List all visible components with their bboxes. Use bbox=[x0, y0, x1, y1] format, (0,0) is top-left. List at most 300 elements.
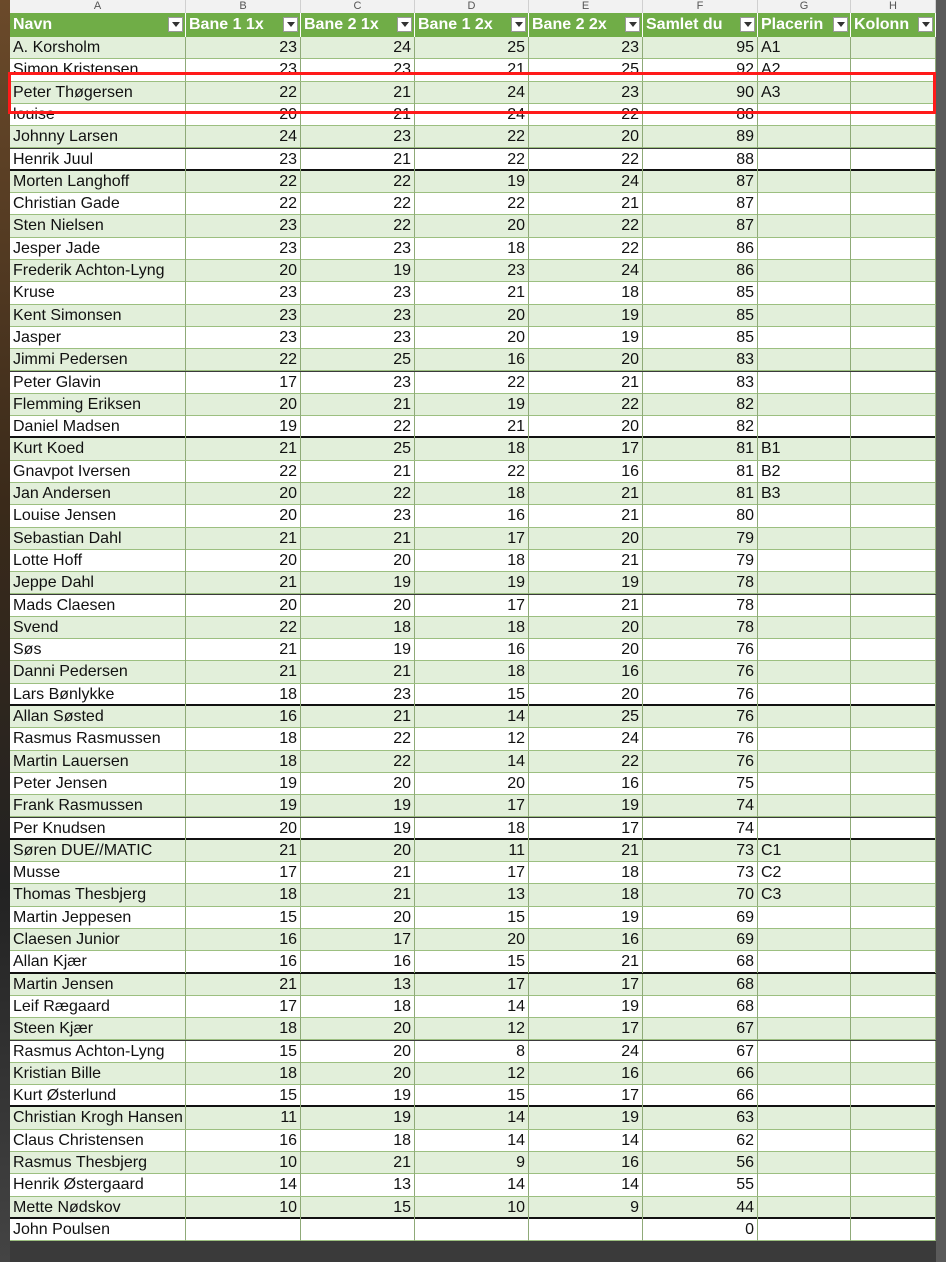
score-cell[interactable]: 22 bbox=[415, 126, 529, 148]
score-cell[interactable]: 17 bbox=[415, 528, 529, 550]
score-cell[interactable]: 14 bbox=[415, 996, 529, 1018]
score-cell[interactable]: 21 bbox=[301, 661, 415, 683]
score-cell[interactable] bbox=[851, 394, 936, 416]
score-cell[interactable]: 21 bbox=[415, 282, 529, 304]
score-cell[interactable] bbox=[851, 349, 936, 371]
score-cell[interactable]: 24 bbox=[529, 260, 643, 282]
score-cell[interactable]: 23 bbox=[186, 305, 301, 327]
name-cell[interactable]: Morten Langhoff bbox=[10, 171, 186, 193]
placement-cell[interactable] bbox=[758, 795, 851, 817]
score-cell[interactable]: 21 bbox=[186, 661, 301, 683]
score-cell[interactable]: 23 bbox=[186, 327, 301, 349]
score-cell[interactable] bbox=[851, 795, 936, 817]
score-cell[interactable] bbox=[851, 773, 936, 795]
score-cell[interactable]: 16 bbox=[415, 349, 529, 371]
score-cell[interactable]: 18 bbox=[301, 617, 415, 639]
score-cell[interactable] bbox=[851, 149, 936, 171]
column-letter-b[interactable]: B bbox=[186, 0, 301, 13]
score-cell[interactable]: 21 bbox=[301, 884, 415, 906]
score-cell[interactable]: 22 bbox=[529, 394, 643, 416]
score-cell[interactable]: 20 bbox=[529, 528, 643, 550]
score-cell[interactable] bbox=[851, 929, 936, 951]
score-cell[interactable]: 17 bbox=[301, 929, 415, 951]
score-cell[interactable]: 83 bbox=[643, 372, 758, 394]
score-cell[interactable] bbox=[851, 327, 936, 349]
placement-cell[interactable] bbox=[758, 327, 851, 349]
score-cell[interactable] bbox=[851, 1152, 936, 1174]
score-cell[interactable]: 15 bbox=[186, 907, 301, 929]
score-cell[interactable]: 78 bbox=[643, 572, 758, 594]
placement-cell[interactable]: C2 bbox=[758, 862, 851, 884]
column-letter-d[interactable]: D bbox=[415, 0, 529, 13]
score-cell[interactable] bbox=[851, 372, 936, 394]
placement-cell[interactable] bbox=[758, 394, 851, 416]
score-cell[interactable]: 23 bbox=[301, 372, 415, 394]
score-cell[interactable]: 18 bbox=[301, 996, 415, 1018]
score-cell[interactable]: 25 bbox=[301, 438, 415, 460]
score-cell[interactable] bbox=[851, 438, 936, 460]
score-cell[interactable]: 19 bbox=[301, 639, 415, 661]
score-cell[interactable]: 18 bbox=[186, 751, 301, 773]
score-cell[interactable]: 24 bbox=[186, 126, 301, 148]
score-cell[interactable]: 18 bbox=[529, 282, 643, 304]
placement-cell[interactable] bbox=[758, 1152, 851, 1174]
score-cell[interactable]: 20 bbox=[301, 595, 415, 617]
score-cell[interactable] bbox=[851, 416, 936, 438]
score-cell[interactable]: 79 bbox=[643, 528, 758, 550]
score-cell[interactable]: 19 bbox=[301, 795, 415, 817]
score-cell[interactable]: 80 bbox=[643, 505, 758, 527]
placement-cell[interactable] bbox=[758, 1041, 851, 1063]
score-cell[interactable]: 25 bbox=[415, 37, 529, 59]
score-cell[interactable]: 23 bbox=[186, 215, 301, 237]
name-cell[interactable]: Jasper bbox=[10, 327, 186, 349]
score-cell[interactable]: 22 bbox=[186, 82, 301, 104]
score-cell[interactable] bbox=[851, 505, 936, 527]
score-cell[interactable] bbox=[851, 282, 936, 304]
name-cell[interactable]: Rasmus Achton-Lyng bbox=[10, 1041, 186, 1063]
name-cell[interactable]: Gnavpot Iversen bbox=[10, 461, 186, 483]
score-cell[interactable] bbox=[851, 728, 936, 750]
score-cell[interactable] bbox=[851, 595, 936, 617]
score-cell[interactable] bbox=[851, 1174, 936, 1196]
score-cell[interactable]: 17 bbox=[529, 1085, 643, 1107]
score-cell[interactable]: 11 bbox=[415, 840, 529, 862]
placement-cell[interactable] bbox=[758, 416, 851, 438]
score-cell[interactable] bbox=[851, 1107, 936, 1129]
name-cell[interactable]: Henrik Juul bbox=[10, 149, 186, 171]
score-cell[interactable]: 20 bbox=[415, 215, 529, 237]
header-cell[interactable] bbox=[10, 13, 186, 37]
score-cell[interactable]: 76 bbox=[643, 684, 758, 706]
score-cell[interactable]: 20 bbox=[186, 483, 301, 505]
score-cell[interactable]: 22 bbox=[301, 751, 415, 773]
score-cell[interactable]: 24 bbox=[529, 171, 643, 193]
score-cell[interactable]: 21 bbox=[529, 372, 643, 394]
name-cell[interactable]: Søren DUE//MATIC bbox=[10, 840, 186, 862]
score-cell[interactable]: 16 bbox=[529, 661, 643, 683]
score-cell[interactable] bbox=[851, 862, 936, 884]
score-cell[interactable]: 20 bbox=[529, 684, 643, 706]
score-cell[interactable]: 18 bbox=[186, 684, 301, 706]
score-cell[interactable]: 87 bbox=[643, 171, 758, 193]
score-cell[interactable] bbox=[851, 974, 936, 996]
score-cell[interactable]: 89 bbox=[643, 126, 758, 148]
header-cell[interactable] bbox=[643, 13, 758, 37]
placement-cell[interactable] bbox=[758, 1130, 851, 1152]
score-cell[interactable] bbox=[851, 1130, 936, 1152]
score-cell[interactable]: 19 bbox=[415, 572, 529, 594]
name-cell[interactable]: Danni Pedersen bbox=[10, 661, 186, 683]
placement-cell[interactable] bbox=[758, 996, 851, 1018]
placement-cell[interactable] bbox=[758, 1197, 851, 1219]
placement-cell[interactable] bbox=[758, 907, 851, 929]
score-cell[interactable]: 22 bbox=[415, 461, 529, 483]
score-cell[interactable]: 22 bbox=[186, 617, 301, 639]
filter-dropdown-icon[interactable] bbox=[833, 17, 848, 32]
score-cell[interactable]: 87 bbox=[643, 215, 758, 237]
score-cell[interactable] bbox=[851, 684, 936, 706]
score-cell[interactable]: 21 bbox=[186, 572, 301, 594]
score-cell[interactable] bbox=[851, 661, 936, 683]
score-cell[interactable]: 21 bbox=[186, 528, 301, 550]
score-cell[interactable]: 12 bbox=[415, 1063, 529, 1085]
score-cell[interactable]: 18 bbox=[529, 884, 643, 906]
score-cell[interactable] bbox=[851, 483, 936, 505]
placement-cell[interactable] bbox=[758, 193, 851, 215]
name-cell[interactable]: Kent Simonsen bbox=[10, 305, 186, 327]
score-cell[interactable] bbox=[415, 1219, 529, 1241]
placement-cell[interactable] bbox=[758, 572, 851, 594]
header-cell[interactable] bbox=[851, 13, 936, 37]
score-cell[interactable]: 70 bbox=[643, 884, 758, 906]
name-cell[interactable]: Kurt Østerlund bbox=[10, 1085, 186, 1107]
score-cell[interactable]: 22 bbox=[186, 171, 301, 193]
score-cell[interactable]: 16 bbox=[415, 505, 529, 527]
score-cell[interactable]: 20 bbox=[186, 260, 301, 282]
placement-cell[interactable] bbox=[758, 773, 851, 795]
score-cell[interactable]: 21 bbox=[301, 706, 415, 728]
score-cell[interactable]: 22 bbox=[186, 349, 301, 371]
score-cell[interactable]: 16 bbox=[186, 1130, 301, 1152]
score-cell[interactable] bbox=[851, 193, 936, 215]
score-cell[interactable]: 16 bbox=[529, 461, 643, 483]
placement-cell[interactable] bbox=[758, 305, 851, 327]
score-cell[interactable]: 20 bbox=[529, 349, 643, 371]
score-cell[interactable] bbox=[851, 126, 936, 148]
score-cell[interactable]: 14 bbox=[529, 1130, 643, 1152]
placement-cell[interactable] bbox=[758, 215, 851, 237]
score-cell[interactable]: 18 bbox=[415, 818, 529, 840]
placement-cell[interactable] bbox=[758, 751, 851, 773]
placement-cell[interactable] bbox=[758, 951, 851, 973]
score-cell[interactable]: 66 bbox=[643, 1063, 758, 1085]
name-cell[interactable]: Frank Rasmussen bbox=[10, 795, 186, 817]
name-cell[interactable]: Rasmus Rasmussen bbox=[10, 728, 186, 750]
score-cell[interactable]: 14 bbox=[529, 1174, 643, 1196]
score-cell[interactable]: 20 bbox=[529, 416, 643, 438]
score-cell[interactable]: 21 bbox=[301, 461, 415, 483]
score-cell[interactable]: 19 bbox=[529, 305, 643, 327]
header-cell[interactable] bbox=[186, 13, 301, 37]
score-cell[interactable]: 68 bbox=[643, 951, 758, 973]
placement-cell[interactable] bbox=[758, 639, 851, 661]
placement-cell[interactable] bbox=[758, 1107, 851, 1129]
score-cell[interactable]: 55 bbox=[643, 1174, 758, 1196]
score-cell[interactable]: 63 bbox=[643, 1107, 758, 1129]
score-cell[interactable]: 16 bbox=[186, 706, 301, 728]
score-cell[interactable]: 20 bbox=[301, 840, 415, 862]
score-cell[interactable] bbox=[851, 1197, 936, 1219]
name-cell[interactable]: Kruse bbox=[10, 282, 186, 304]
score-cell[interactable]: 78 bbox=[643, 595, 758, 617]
score-cell[interactable]: 17 bbox=[529, 1018, 643, 1040]
score-cell[interactable]: 21 bbox=[529, 951, 643, 973]
score-cell[interactable]: 21 bbox=[301, 149, 415, 171]
name-cell[interactable]: Per Knudsen bbox=[10, 818, 186, 840]
name-cell[interactable]: John Poulsen bbox=[10, 1219, 186, 1241]
placement-cell[interactable] bbox=[758, 550, 851, 572]
score-cell[interactable]: 22 bbox=[186, 461, 301, 483]
name-cell[interactable]: Simon Kristensen bbox=[10, 59, 186, 81]
score-cell[interactable]: 19 bbox=[529, 907, 643, 929]
score-cell[interactable]: 17 bbox=[415, 595, 529, 617]
score-cell[interactable]: 87 bbox=[643, 193, 758, 215]
score-cell[interactable] bbox=[851, 617, 936, 639]
score-cell[interactable]: 19 bbox=[186, 416, 301, 438]
score-cell[interactable]: 15 bbox=[186, 1085, 301, 1107]
score-cell[interactable]: 21 bbox=[186, 438, 301, 460]
score-cell[interactable]: 22 bbox=[301, 171, 415, 193]
score-cell[interactable]: 13 bbox=[415, 884, 529, 906]
placement-cell[interactable]: B1 bbox=[758, 438, 851, 460]
score-cell[interactable]: 21 bbox=[301, 1152, 415, 1174]
score-cell[interactable]: 82 bbox=[643, 394, 758, 416]
score-cell[interactable]: 22 bbox=[529, 751, 643, 773]
score-cell[interactable]: 22 bbox=[301, 483, 415, 505]
filter-dropdown-icon[interactable] bbox=[625, 17, 640, 32]
score-cell[interactable]: 17 bbox=[415, 974, 529, 996]
placement-cell[interactable] bbox=[758, 684, 851, 706]
score-cell[interactable]: 22 bbox=[529, 215, 643, 237]
score-cell[interactable]: 20 bbox=[186, 104, 301, 126]
score-cell[interactable] bbox=[851, 461, 936, 483]
score-cell[interactable]: 24 bbox=[529, 1041, 643, 1063]
name-cell[interactable]: Kurt Koed bbox=[10, 438, 186, 460]
column-letter-g[interactable]: G bbox=[758, 0, 851, 13]
name-cell[interactable]: Martin Lauersen bbox=[10, 751, 186, 773]
score-cell[interactable]: 23 bbox=[415, 260, 529, 282]
placement-cell[interactable]: C1 bbox=[758, 840, 851, 862]
score-cell[interactable]: 22 bbox=[529, 149, 643, 171]
placement-cell[interactable] bbox=[758, 595, 851, 617]
score-cell[interactable] bbox=[851, 1085, 936, 1107]
score-cell[interactable]: 15 bbox=[415, 907, 529, 929]
score-cell[interactable]: 15 bbox=[186, 1041, 301, 1063]
score-cell[interactable]: 20 bbox=[415, 929, 529, 951]
score-cell[interactable]: 20 bbox=[301, 550, 415, 572]
score-cell[interactable]: 75 bbox=[643, 773, 758, 795]
placement-cell[interactable] bbox=[758, 661, 851, 683]
score-cell[interactable]: 20 bbox=[186, 818, 301, 840]
score-cell[interactable]: 21 bbox=[529, 595, 643, 617]
placement-cell[interactable] bbox=[758, 1174, 851, 1196]
header-cell[interactable] bbox=[301, 13, 415, 37]
score-cell[interactable]: 14 bbox=[415, 1107, 529, 1129]
score-cell[interactable]: 21 bbox=[529, 840, 643, 862]
score-cell[interactable]: 17 bbox=[186, 372, 301, 394]
score-cell[interactable]: 76 bbox=[643, 639, 758, 661]
score-cell[interactable]: 74 bbox=[643, 795, 758, 817]
header-cell[interactable] bbox=[415, 13, 529, 37]
placement-cell[interactable] bbox=[758, 104, 851, 126]
name-cell[interactable]: Martin Jeppesen bbox=[10, 907, 186, 929]
score-cell[interactable]: 18 bbox=[301, 1130, 415, 1152]
score-cell[interactable]: 21 bbox=[529, 550, 643, 572]
score-cell[interactable] bbox=[851, 171, 936, 193]
score-cell[interactable] bbox=[851, 951, 936, 973]
score-cell[interactable]: 14 bbox=[415, 751, 529, 773]
score-cell[interactable]: 25 bbox=[301, 349, 415, 371]
score-cell[interactable]: 21 bbox=[301, 528, 415, 550]
score-cell[interactable]: 74 bbox=[643, 818, 758, 840]
score-cell[interactable]: 76 bbox=[643, 728, 758, 750]
score-cell[interactable]: 25 bbox=[529, 59, 643, 81]
name-cell[interactable]: Leif Rægaard bbox=[10, 996, 186, 1018]
score-cell[interactable]: 23 bbox=[301, 327, 415, 349]
score-cell[interactable] bbox=[851, 104, 936, 126]
score-cell[interactable] bbox=[851, 305, 936, 327]
score-cell[interactable] bbox=[851, 818, 936, 840]
name-cell[interactable]: Jesper Jade bbox=[10, 238, 186, 260]
score-cell[interactable]: 19 bbox=[529, 795, 643, 817]
score-cell[interactable]: 69 bbox=[643, 929, 758, 951]
score-cell[interactable]: 19 bbox=[529, 1107, 643, 1129]
score-cell[interactable]: 19 bbox=[529, 996, 643, 1018]
placement-cell[interactable]: A2 bbox=[758, 59, 851, 81]
score-cell[interactable]: 12 bbox=[415, 728, 529, 750]
score-cell[interactable]: 88 bbox=[643, 149, 758, 171]
score-cell[interactable]: 19 bbox=[301, 260, 415, 282]
name-cell[interactable]: Martin Jensen bbox=[10, 974, 186, 996]
score-cell[interactable]: 14 bbox=[415, 1130, 529, 1152]
score-cell[interactable]: 20 bbox=[186, 394, 301, 416]
score-cell[interactable]: 15 bbox=[415, 951, 529, 973]
score-cell[interactable]: 15 bbox=[415, 1085, 529, 1107]
name-cell[interactable]: Jeppe Dahl bbox=[10, 572, 186, 594]
column-letter-h[interactable]: H bbox=[851, 0, 936, 13]
name-cell[interactable]: Claesen Junior bbox=[10, 929, 186, 951]
score-cell[interactable]: 24 bbox=[529, 728, 643, 750]
score-cell[interactable]: 92 bbox=[643, 59, 758, 81]
score-cell[interactable]: 23 bbox=[186, 37, 301, 59]
score-cell[interactable]: 18 bbox=[186, 1063, 301, 1085]
placement-cell[interactable] bbox=[758, 149, 851, 171]
score-cell[interactable]: 20 bbox=[301, 1041, 415, 1063]
placement-cell[interactable] bbox=[758, 282, 851, 304]
score-cell[interactable]: 23 bbox=[301, 282, 415, 304]
name-cell[interactable]: Musse bbox=[10, 862, 186, 884]
score-cell[interactable]: 20 bbox=[301, 1063, 415, 1085]
name-cell[interactable]: Lotte Hoff bbox=[10, 550, 186, 572]
name-cell[interactable]: Mette Nødskov bbox=[10, 1197, 186, 1219]
score-cell[interactable]: 22 bbox=[529, 238, 643, 260]
name-cell[interactable]: Rasmus Thesbjerg bbox=[10, 1152, 186, 1174]
score-cell[interactable]: 19 bbox=[301, 1085, 415, 1107]
score-cell[interactable]: 15 bbox=[415, 684, 529, 706]
score-cell[interactable]: 16 bbox=[529, 1152, 643, 1174]
score-cell[interactable] bbox=[851, 1041, 936, 1063]
score-cell[interactable]: 19 bbox=[186, 773, 301, 795]
name-cell[interactable]: A. Korsholm bbox=[10, 37, 186, 59]
name-cell[interactable]: Christian Gade bbox=[10, 193, 186, 215]
score-cell[interactable] bbox=[851, 82, 936, 104]
score-cell[interactable]: 24 bbox=[415, 82, 529, 104]
filter-dropdown-icon[interactable] bbox=[397, 17, 412, 32]
name-cell[interactable]: Allan Kjær bbox=[10, 951, 186, 973]
placement-cell[interactable] bbox=[758, 528, 851, 550]
placement-cell[interactable] bbox=[758, 728, 851, 750]
score-cell[interactable]: 17 bbox=[186, 862, 301, 884]
score-cell[interactable]: 10 bbox=[415, 1197, 529, 1219]
column-letter-f[interactable]: F bbox=[643, 0, 758, 13]
score-cell[interactable]: 95 bbox=[643, 37, 758, 59]
score-cell[interactable]: 23 bbox=[529, 82, 643, 104]
header-cell[interactable] bbox=[529, 13, 643, 37]
score-cell[interactable]: 22 bbox=[415, 193, 529, 215]
score-cell[interactable]: 16 bbox=[186, 929, 301, 951]
score-cell[interactable]: 18 bbox=[186, 728, 301, 750]
score-cell[interactable]: 44 bbox=[643, 1197, 758, 1219]
score-cell[interactable]: 76 bbox=[643, 706, 758, 728]
name-cell[interactable]: Frederik Achton-Lyng bbox=[10, 260, 186, 282]
filter-dropdown-icon[interactable] bbox=[918, 17, 933, 32]
name-cell[interactable]: Henrik Østergaard bbox=[10, 1174, 186, 1196]
score-cell[interactable]: 22 bbox=[186, 193, 301, 215]
score-cell[interactable]: 21 bbox=[415, 416, 529, 438]
filter-dropdown-icon[interactable] bbox=[283, 17, 298, 32]
filter-dropdown-icon[interactable] bbox=[511, 17, 526, 32]
score-cell[interactable]: 16 bbox=[529, 773, 643, 795]
filter-dropdown-icon[interactable] bbox=[740, 17, 755, 32]
score-cell[interactable]: 20 bbox=[186, 595, 301, 617]
score-cell[interactable] bbox=[851, 260, 936, 282]
score-cell[interactable] bbox=[851, 238, 936, 260]
score-cell[interactable]: 22 bbox=[301, 215, 415, 237]
score-cell[interactable]: 20 bbox=[415, 773, 529, 795]
score-cell[interactable]: 18 bbox=[415, 617, 529, 639]
score-cell[interactable]: 67 bbox=[643, 1018, 758, 1040]
score-cell[interactable]: 16 bbox=[529, 1063, 643, 1085]
score-cell[interactable]: 21 bbox=[301, 862, 415, 884]
score-cell[interactable]: 82 bbox=[643, 416, 758, 438]
score-cell[interactable]: 20 bbox=[301, 1018, 415, 1040]
score-cell[interactable]: 14 bbox=[415, 706, 529, 728]
score-cell[interactable] bbox=[851, 528, 936, 550]
name-cell[interactable]: Peter Jensen bbox=[10, 773, 186, 795]
score-cell[interactable]: 88 bbox=[643, 104, 758, 126]
column-letter-e[interactable]: E bbox=[529, 0, 643, 13]
score-cell[interactable]: 18 bbox=[415, 438, 529, 460]
score-cell[interactable]: 18 bbox=[415, 483, 529, 505]
score-cell[interactable]: 13 bbox=[301, 974, 415, 996]
score-cell[interactable] bbox=[851, 59, 936, 81]
placement-cell[interactable] bbox=[758, 372, 851, 394]
score-cell[interactable]: 22 bbox=[415, 149, 529, 171]
placement-cell[interactable] bbox=[758, 818, 851, 840]
score-cell[interactable]: 85 bbox=[643, 305, 758, 327]
score-cell[interactable]: 8 bbox=[415, 1041, 529, 1063]
